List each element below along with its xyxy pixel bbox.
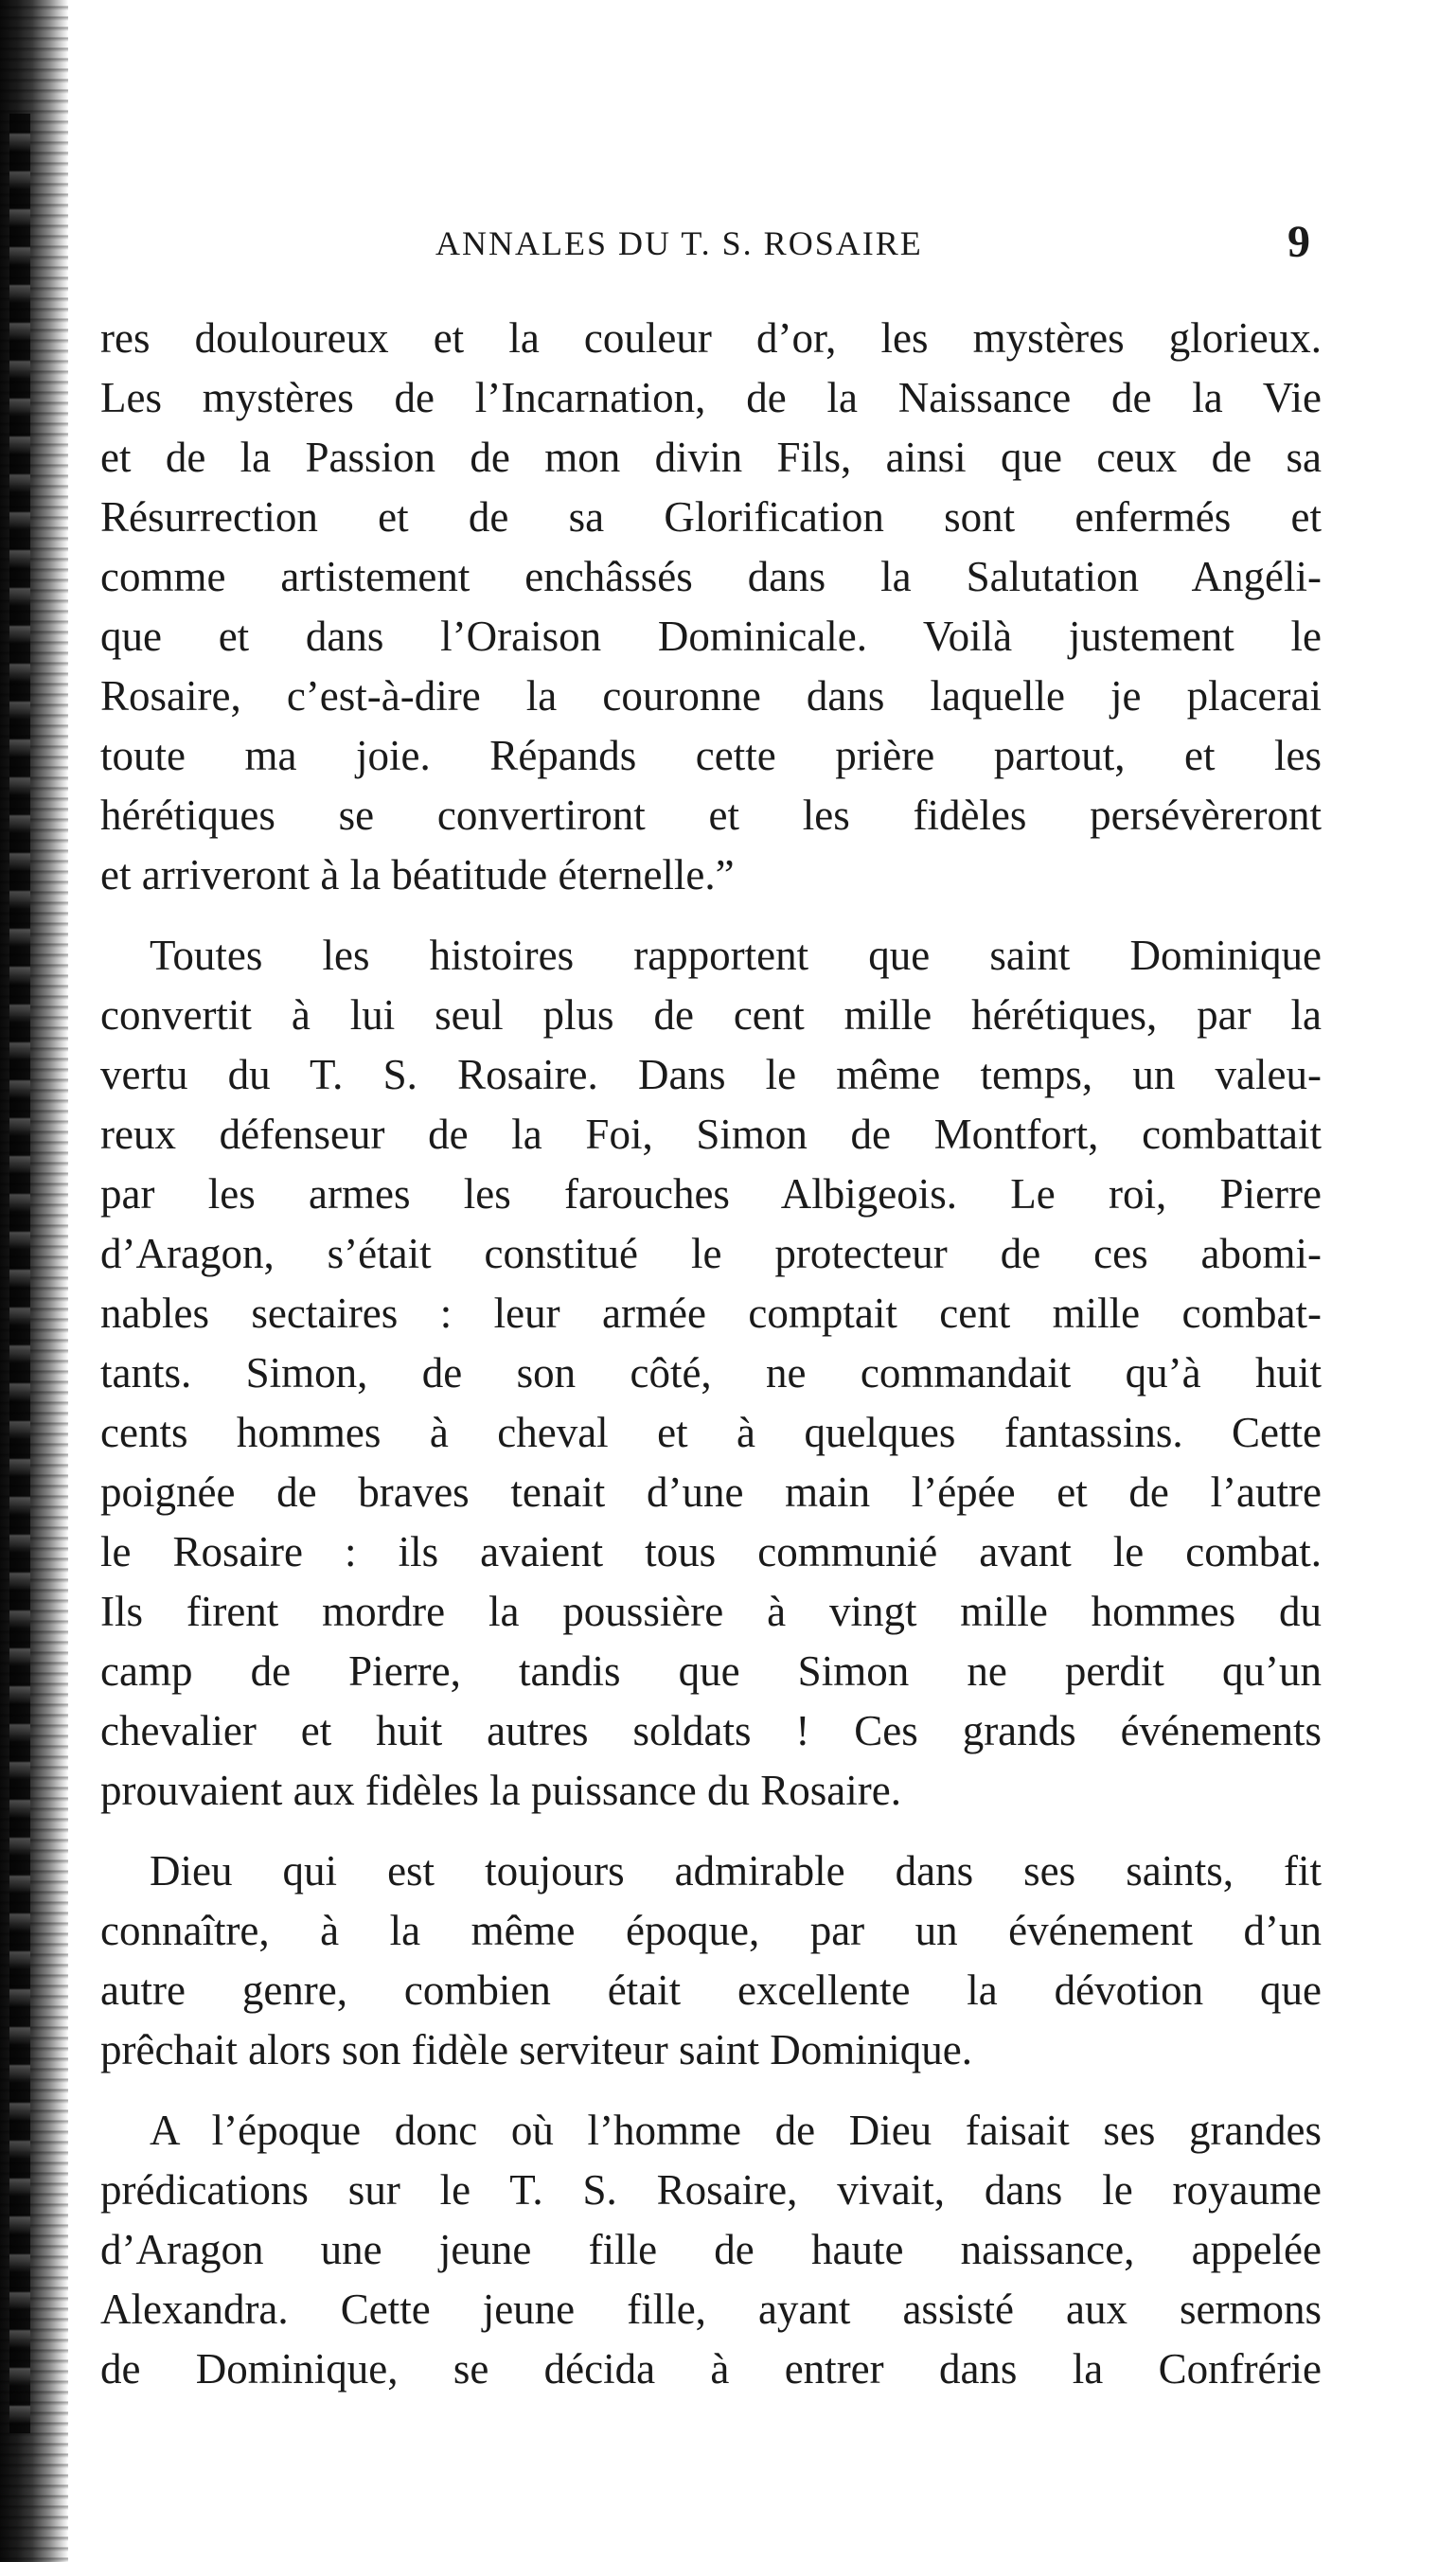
paragraph: [100, 309, 1322, 905]
text-line: hérétiques se convertiront et les fidèles persévèreront: [100, 792, 1322, 839]
text-line: que et dans l’Oraison Dominicale. Voilà justement le: [100, 613, 1322, 660]
text-line: prédications sur le T. S. Rosaire, vivait, dans le royaume: [100, 2166, 1322, 2214]
text-line: Toutes les histoires rapportent que saint Dominique: [150, 932, 1322, 979]
text-line: toute ma joie. Répands cette prière partout, et les: [100, 732, 1322, 779]
text-line: et de la Passion de mon divin Fils, ainsi que ceux de sa: [100, 434, 1322, 481]
text-line: Résurrection et de sa Glorification sont enfermés et: [100, 493, 1322, 541]
text-line: prouvaient aux fidèles la puissance du Rosaire.: [100, 1767, 901, 1814]
text-line: chevalier et huit autres soldats ! Ces grands événements: [100, 1707, 1322, 1754]
text-line: d’Aragon une jeune fille de haute naissance, appelée: [100, 2226, 1322, 2273]
text-line: convertit à lui seul plus de cent mille hérétiques, par la: [100, 991, 1322, 1039]
text-line: Dieu qui est toujours admirable dans ses saints, fit: [150, 1847, 1322, 1895]
text-line: Alexandra. Cette jeune fille, ayant assisté aux sermons: [100, 2286, 1322, 2333]
paragraph: [100, 926, 1322, 1821]
text-line: par les armes les farouches Albigeois. Le roi, Pierre: [100, 1170, 1322, 1218]
text-line: vertu du T. S. Rosaire. Dans le même temps, un valeu-: [100, 1051, 1322, 1098]
paragraph: [100, 1841, 1322, 2080]
text-line: reux défenseur de la Foi, Simon de Montfort, combattait: [100, 1111, 1322, 1158]
text-line: cents hommes à cheval et à quelques fantassins. Cette: [100, 1409, 1322, 1456]
text-line: tants. Simon, de son côté, ne commandait qu’à huit: [100, 1349, 1322, 1397]
text-line: le Rosaire : ils avaient tous communié avant le combat.: [100, 1528, 1322, 1575]
text-line: et arriveront à la béatitude éternelle.”: [100, 851, 735, 898]
running-title: ANNALES DU T. S. ROSAIRE: [435, 224, 923, 262]
page-number: 9: [1287, 217, 1310, 267]
text-line: poignée de braves tenait d’une main l’épée et de l’autre: [100, 1468, 1322, 1516]
text-line: connaître, à la même époque, par un événement d’un: [100, 1907, 1322, 1954]
text-line: de Dominique, se décida à entrer dans la Confrérie: [100, 2345, 1322, 2393]
text-line: d’Aragon, s’était constitué le protecteur de ces abomi-: [100, 1230, 1322, 1277]
text-line: nables sectaires : leur armée comptait cent mille combat-: [100, 1290, 1322, 1337]
text-line: camp de Pierre, tandis que Simon ne perdit qu’un: [100, 1647, 1322, 1695]
book-binding-edge: [0, 0, 68, 2562]
book-page: [95, 0, 1325, 2562]
text-line: res douloureux et la couleur d’or, les mystères glorieux.: [100, 314, 1322, 362]
text-line: autre genre, combien était excellente la dévotion que: [100, 1966, 1322, 2014]
text-line: Les mystères de l’Incarnation, de la Naissance de la Vie: [100, 374, 1322, 421]
text-line: A l’époque donc où l’homme de Dieu faisait ses grandes: [150, 2107, 1322, 2154]
text-line: Rosaire, c’est-à-dire la couronne dans laquelle je placerai: [100, 672, 1322, 720]
text-line: prêchait alors son fidèle serviteur saint Dominique.: [100, 2026, 972, 2073]
paragraph: [100, 2101, 1322, 2399]
text-line: Ils firent mordre la poussière à vingt mille hommes du: [100, 1588, 1322, 1635]
body-text: [100, 309, 1322, 2399]
text-line: comme artistement enchâssés dans la Salutation Angéli-: [100, 553, 1322, 600]
running-head: [95, 216, 1325, 273]
